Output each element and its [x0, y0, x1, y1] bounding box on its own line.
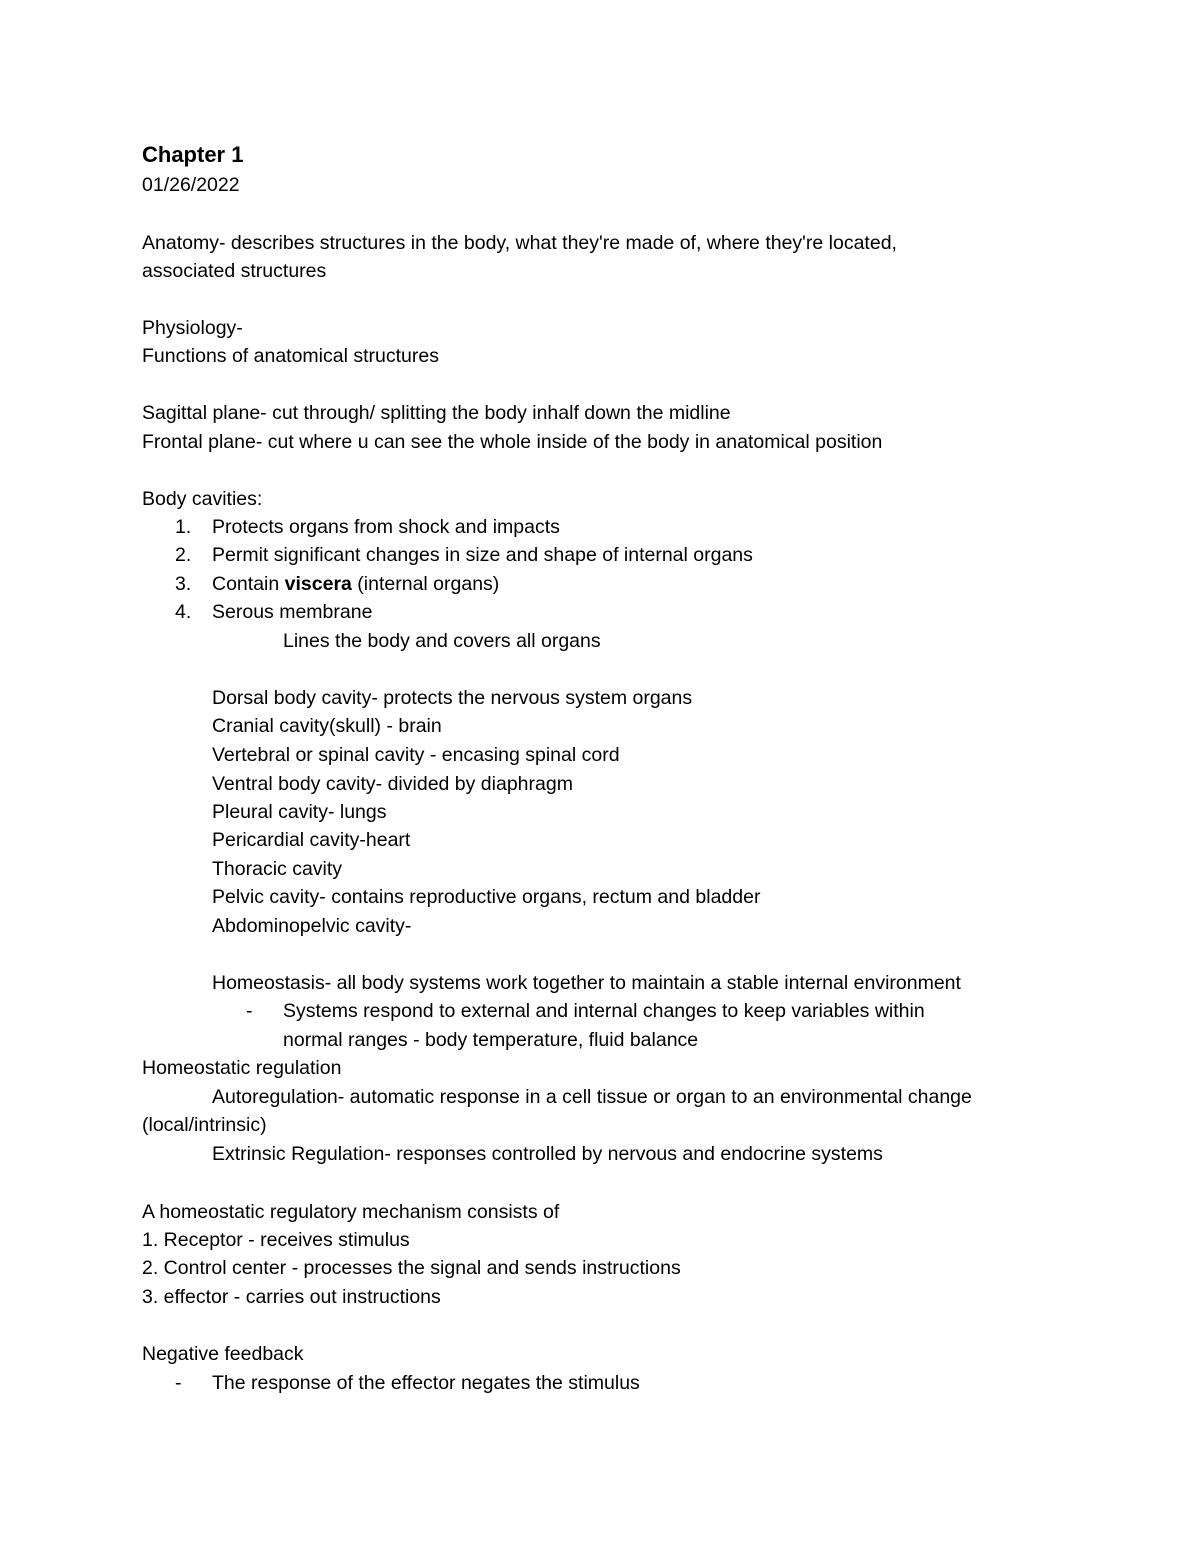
serous-membrane-detail: Lines the body and covers all organs — [283, 630, 601, 652]
anatomy-line-2: associated structures — [142, 260, 327, 282]
cavity-list-item: Ventral body cavity- divided by diaphragm — [212, 773, 573, 795]
cavity-function-3-post: (internal organs) — [351, 573, 500, 595]
cavity-function-3 — [212, 570, 499, 598]
anatomy-line-1: Anatomy- describes structures in the body, what they're made of, where they're located, — [142, 232, 897, 254]
homeostasis-bullet-line-1: Systems respond to external and internal changes to keep variables within — [283, 1000, 925, 1022]
cavity-list-item: Pelvic cavity- contains reproductive organs, rectum and bladder — [212, 886, 761, 908]
mechanism-item: 3. effector - carries out instructions — [142, 1286, 441, 1308]
bullet-dash: - — [175, 1372, 182, 1394]
list-number: 4. — [175, 601, 192, 623]
cavity-list-item: Pericardial cavity-heart — [212, 829, 411, 851]
mechanism-item: 1. Receptor - receives stimulus — [142, 1229, 410, 1251]
physiology-text: Functions of anatomical structures — [142, 345, 439, 367]
note-date: 01/26/2022 — [142, 174, 240, 196]
body-cavities-heading: Body cavities: — [142, 488, 263, 510]
list-number: 3. — [175, 573, 192, 595]
cavity-function-2: Permit significant changes in size and shape of internal organs — [212, 544, 753, 566]
cavity-function-1: Protects organs from shock and impacts — [212, 516, 560, 538]
cavity-function-4: Serous membrane — [212, 601, 373, 623]
list-number: 2. — [175, 544, 192, 566]
autoregulation-line-1: Autoregulation- automatic response in a cell tissue or organ to an environmental change — [212, 1086, 972, 1108]
mechanism-item: 2. Control center - processes the signal and sends instructions — [142, 1257, 681, 1279]
homeostasis-definition: Homeostasis- all body systems work together to maintain a stable internal environment — [212, 972, 961, 994]
negative-feedback-text: The response of the effector negates the stimulus — [212, 1372, 640, 1394]
sagittal-plane: Sagittal plane- cut through/ splitting the body inhalf down the midline — [142, 402, 731, 424]
cavity-list-item: Pleural cavity- lungs — [212, 801, 387, 823]
cavity-list-item: Dorsal body cavity- protects the nervous system organs — [212, 687, 693, 709]
mechanism-heading: A homeostatic regulatory mechanism consists of — [142, 1201, 560, 1223]
frontal-plane: Frontal plane- cut where u can see the whole inside of the body in anatomical position — [142, 431, 883, 453]
physiology-heading: Physiology- — [142, 317, 243, 339]
cavity-list-item: Cranial cavity(skull) - brain — [212, 715, 442, 737]
homeostasis-bullet-line-2: normal ranges - body temperature, fluid balance — [283, 1029, 699, 1051]
page-title: Chapter 1 — [142, 142, 244, 167]
regulation-heading: Homeostatic regulation — [142, 1057, 342, 1079]
viscera-term: viscera — [284, 573, 352, 595]
bullet-dash: - — [246, 1000, 253, 1022]
list-number: 1. — [175, 516, 192, 538]
cavity-list-item: Thoracic cavity — [212, 858, 343, 880]
cavity-list-item: Abdominopelvic cavity- — [212, 915, 412, 937]
autoregulation-line-2: (local/intrinsic) — [142, 1114, 267, 1136]
cavity-function-3-pre: Contain — [212, 573, 285, 595]
negative-feedback-heading: Negative feedback — [142, 1343, 304, 1365]
cavity-list-item: Vertebral or spinal cavity - encasing spinal cord — [212, 744, 620, 766]
extrinsic-regulation: Extrinsic Regulation- responses controlled by nervous and endocrine systems — [212, 1143, 883, 1165]
